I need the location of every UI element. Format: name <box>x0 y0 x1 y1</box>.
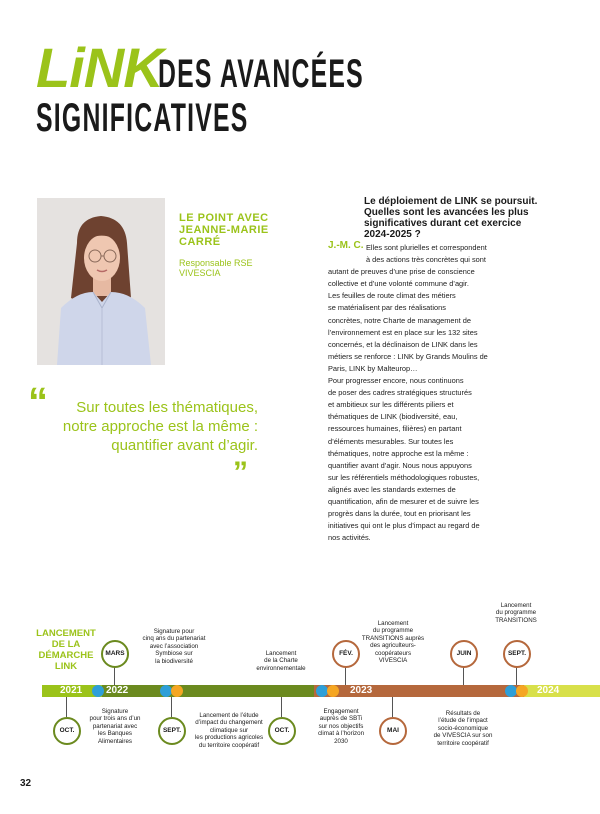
event-line: la biodiversité <box>155 657 193 665</box>
question-line2: Quelles sont les avancées les plus <box>364 207 529 218</box>
answer-body <box>328 242 538 544</box>
timeline-stem <box>114 666 115 685</box>
quote-line2: notre approche est la même : <box>62 418 258 435</box>
event-line: territoire coopératif <box>437 739 489 747</box>
timeline-dot <box>92 685 104 697</box>
timeline-title-line3: DÉMARCHE <box>38 650 94 661</box>
event-line: sur nos objectifs <box>318 722 364 730</box>
event-line: les Banques <box>97 730 133 738</box>
role-line1: Responsable RSE <box>179 258 253 268</box>
event-marker-mai: MAI <box>379 717 407 745</box>
timeline-dot <box>327 685 339 697</box>
event-line: l’étude de l’impact <box>438 717 488 725</box>
event-marker-sept-2022: SEPT. <box>158 717 186 745</box>
answer-line: sur les référentiels méthodologiques robustes, <box>328 472 480 482</box>
event-line: Résultats de <box>445 710 481 717</box>
timeline-bar-2024 <box>524 685 600 697</box>
event-marker-sept-2024: SEPT. <box>503 640 531 668</box>
timeline-year-2023: 2023 <box>350 685 373 696</box>
timeline-title-line1: LANCEMENT <box>36 628 96 639</box>
event-line: TRANSITIONS <box>495 616 537 624</box>
event-line: du programme <box>372 627 414 635</box>
event-line: climat à l’horizon <box>317 730 365 738</box>
answer-line: thématiques de LINK (biodiversité, eau, <box>328 412 458 422</box>
timeline-title-line2: DE LA <box>51 639 81 650</box>
interview-question <box>364 196 544 240</box>
timeline-bar-2022 <box>102 685 314 697</box>
event-line: climatique sur <box>209 726 249 734</box>
event-marker-mars: MARS <box>101 640 129 668</box>
event-line: de VIVESCIA sur son <box>433 732 493 740</box>
event-line: pour trois ans d’un <box>89 715 141 723</box>
timeline-stem <box>66 697 67 717</box>
answer-line: thématiques, notre approche est la même : <box>328 448 469 458</box>
interview-label-line3: CARRÉ <box>179 236 221 248</box>
person-role <box>179 258 299 278</box>
answer-line: initiatives qui ont le plus d’impact au regard de <box>328 521 480 531</box>
question-line3: significatives durant cet exercice <box>364 218 522 229</box>
answer-line: l’environnement est en place sur les 132 sites <box>328 327 478 337</box>
timeline-year-2021: 2021 <box>60 685 83 696</box>
answer-line: autant de preuves d’une prise de conscience <box>328 267 475 277</box>
page-title-line2: SIGNIFICATIVES <box>36 96 249 140</box>
timeline-title-line4: LINK <box>54 661 78 672</box>
event-line: 2030 <box>334 737 348 745</box>
event-line: cinq ans du partenariat <box>142 635 206 643</box>
event-symbiose <box>138 628 210 665</box>
answer-line: progrès dans la durée, tout en priorisant les <box>328 509 471 519</box>
quote-line1: Sur toutes les thématiques, <box>76 399 258 416</box>
event-line: les productions agricoles <box>194 734 264 742</box>
event-line: auprès de SBTi <box>319 715 363 723</box>
answer-line: se matérialisent par des réalisations <box>328 303 446 313</box>
event-line: Symbiose sur <box>155 650 193 658</box>
event-line: TRANSITIONS auprès <box>361 634 425 642</box>
event-line: Lancement <box>500 602 532 609</box>
page-title: DES AVANCÉES <box>158 52 364 96</box>
timeline-dot <box>516 685 528 697</box>
timeline-stem <box>345 666 346 685</box>
page-number: 32 <box>20 778 32 789</box>
answer-line: Elles sont plurielles et correspondent <box>366 243 487 252</box>
event-line: Signature pour <box>153 628 195 635</box>
answer-line: et ambitieux sur les différents piliers et <box>328 400 454 410</box>
event-line: environnementale <box>256 664 306 672</box>
event-line: de la Charte <box>264 657 298 665</box>
question-line1: Le déploiement de LINK se poursuit. <box>364 196 538 207</box>
answer-line: quantification, afin de mesurer et de suivre les <box>328 496 479 506</box>
portrait-photo <box>37 198 165 365</box>
event-etude-climat <box>188 712 270 749</box>
event-line: avec l’association <box>149 642 199 650</box>
answer-line: alignés avec les standards externes de <box>328 484 456 494</box>
event-line: Lancement <box>265 650 297 657</box>
event-sbti <box>306 708 376 745</box>
question-line4: 2024-2025 ? <box>364 229 421 240</box>
event-marker-fev: FÉV. <box>332 640 360 668</box>
event-line: Engagement <box>323 708 359 715</box>
answer-line: concernés, et la déclinaison de LINK dans les <box>328 339 478 349</box>
interview-label-line1: LE POINT AVEC <box>179 212 269 224</box>
timeline-stem <box>463 666 464 685</box>
title-link-logo: LiNK <box>36 36 163 99</box>
event-charte <box>246 650 316 672</box>
event-line: du programme <box>495 609 537 617</box>
event-line: coopérateurs <box>374 649 412 657</box>
answer-line: Pour progresser encore, nous continuons <box>328 376 464 386</box>
interview-label-line2: JEANNE-MARIE <box>179 224 269 236</box>
answer-line: Les feuilles de route climat des métiers <box>328 291 456 301</box>
answer-line: concrètes, notre Charte de management de <box>328 315 471 325</box>
timeline-stem <box>171 697 172 717</box>
answer-line: de poser des cadres stratégiques structurés <box>328 388 472 398</box>
answer-line: nos activités. <box>328 533 371 543</box>
event-line: VIVESCIA <box>378 657 408 665</box>
event-transitions <box>484 602 548 624</box>
answer-line: à des actions très concrètes qui sont <box>366 255 486 265</box>
event-marker-oct-2022: OCT. <box>268 717 296 745</box>
timeline-year-2024: 2024 <box>537 685 560 696</box>
event-line: du territoire coopératif <box>198 741 260 749</box>
timeline-bar-2023 <box>314 685 524 697</box>
event-marker-juin: JUIN <box>450 640 478 668</box>
timeline-stem <box>281 697 282 717</box>
answer-initials: J.-M. C. <box>328 240 364 251</box>
interview-label <box>179 212 299 248</box>
answer-line: Paris, LINK by Malteurop… <box>328 363 418 373</box>
event-etude-socio-economique <box>426 710 500 747</box>
event-marker-oct-2021: OCT. <box>53 717 81 745</box>
answer-line: collective et d’une volonté commune d’agir. <box>328 279 469 289</box>
answer-line: métiers se renforce : LINK by Grands Moulins de <box>328 351 488 361</box>
timeline-dot <box>171 685 183 697</box>
event-line: Lancement de l’étude <box>199 712 259 719</box>
event-line: socio-économique <box>437 724 489 732</box>
quote-close-icon: ” <box>233 456 248 489</box>
event-line: Alimentaires <box>97 737 133 745</box>
role-line2: VIVESCIA <box>179 268 221 278</box>
event-line: Lancement <box>377 620 409 627</box>
event-line: d’impact du changement <box>195 719 263 727</box>
quote-open-icon: “ <box>28 380 48 424</box>
answer-line: quantifier avant d’agir. Nous nous appuyons <box>328 460 472 470</box>
event-banques-alimentaires <box>84 708 146 745</box>
answer-line: ressources humaines, filières) en partant <box>328 424 462 434</box>
timeline-stem <box>392 697 393 717</box>
timeline-stem <box>516 666 517 685</box>
event-line: des agriculteurs- <box>370 642 416 650</box>
quote-line3: quantifier avant d’agir. <box>111 437 258 454</box>
pull-quote <box>48 398 258 455</box>
event-transitions-agriculteurs <box>360 620 426 664</box>
timeline-year-2022: 2022 <box>106 685 129 696</box>
timeline-title <box>32 628 100 672</box>
answer-line: d’éléments mesurables. Sur toutes les <box>328 436 454 446</box>
event-line: partenariat avec <box>92 722 138 730</box>
event-line: Signature <box>101 708 129 715</box>
